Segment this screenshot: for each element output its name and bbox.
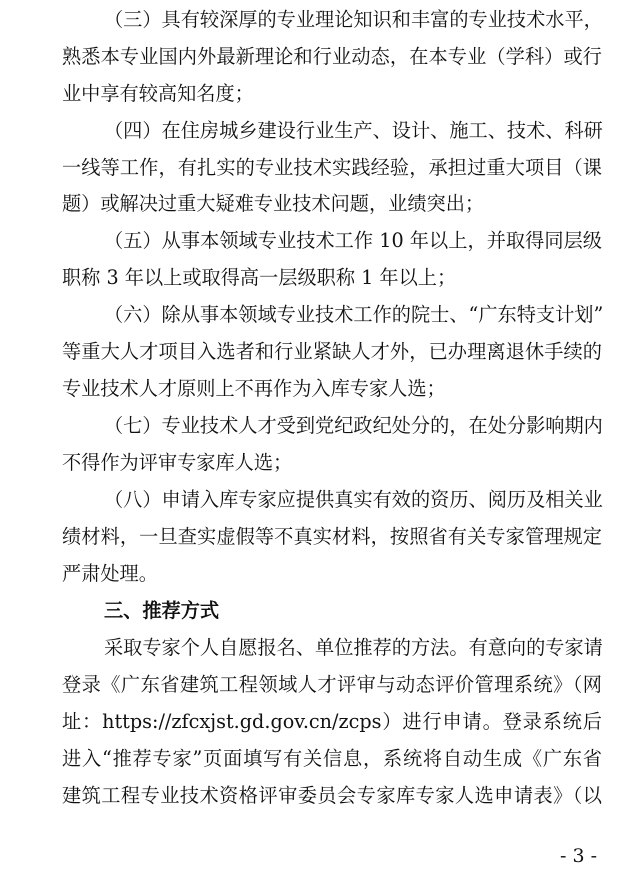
- paragraph-line: 专业技术人才原则上不再作为入库专家人选；: [62, 377, 446, 400]
- paragraph-line: 业中享有较高知名度；: [62, 82, 254, 105]
- section-heading: 三、推荐方式: [104, 599, 220, 622]
- paragraph-line: 等重大人才项目入选者和行业紧缺人才外，已办理离退休手续的: [62, 340, 602, 363]
- paragraph-line: 严肃处理。: [62, 562, 158, 585]
- paragraph-line: 采取专家个人自愿报名、单位推荐的方法。有意向的专家请: [104, 636, 603, 659]
- paragraph-line: （六）除从事本领域专业技术工作的院士、“广东特支计划”: [104, 303, 604, 326]
- paragraph-line: 职称 3 年以上或取得高一层级职称 1 年以上；: [62, 266, 457, 289]
- paragraph-line: （八）申请入库专家应提供真实有效的资历、阅历及相关业: [104, 488, 603, 511]
- paragraph-line: 登录《广东省建筑工程领域人才评审与动态评价管理系统》（网: [62, 673, 602, 696]
- paragraph-line: （三）具有较深厚的专业理论知识和丰富的专业技术水平，: [104, 8, 603, 31]
- paragraph-line: 不得作为评审专家库人选；: [62, 451, 293, 474]
- paragraph-line: （四）在住房城乡建设行业生产、设计、施工、技术、科研: [104, 119, 603, 142]
- paragraph-line: 熟悉本专业国内外最新理论和行业动态，在本专业（学科）或行: [62, 45, 602, 68]
- paragraph-line: 题）或解决过重大疑难专业技术问题，业绩突出；: [62, 192, 485, 215]
- paragraph-line: （五）从事本领域专业技术工作 10 年以上，并取得同层级: [104, 229, 602, 252]
- paragraph-line: 一线等工作，有扎实的专业技术实践经验，承担过重大项目（课: [62, 156, 602, 179]
- paragraph-line: 绩材料，一旦查实虚假等不真实材料，按照省有关专家管理规定: [62, 525, 602, 548]
- paragraph-line: 址：https://zfcxjst.gd.gov.cn/zcps）进行申请。登录系统后: [62, 710, 602, 733]
- page-number: - 3 -: [560, 845, 598, 867]
- paragraph-line: 建筑工程专业技术资格评审委员会专家库专家人选申请表》（以: [62, 784, 602, 807]
- paragraph-line: （七）专业技术人才受到党纪政纪处分的，在处分影响期内: [104, 414, 603, 437]
- paragraph-line: 进入“推荐专家”页面填写有关信息，系统将自动生成《广东省: [62, 747, 602, 770]
